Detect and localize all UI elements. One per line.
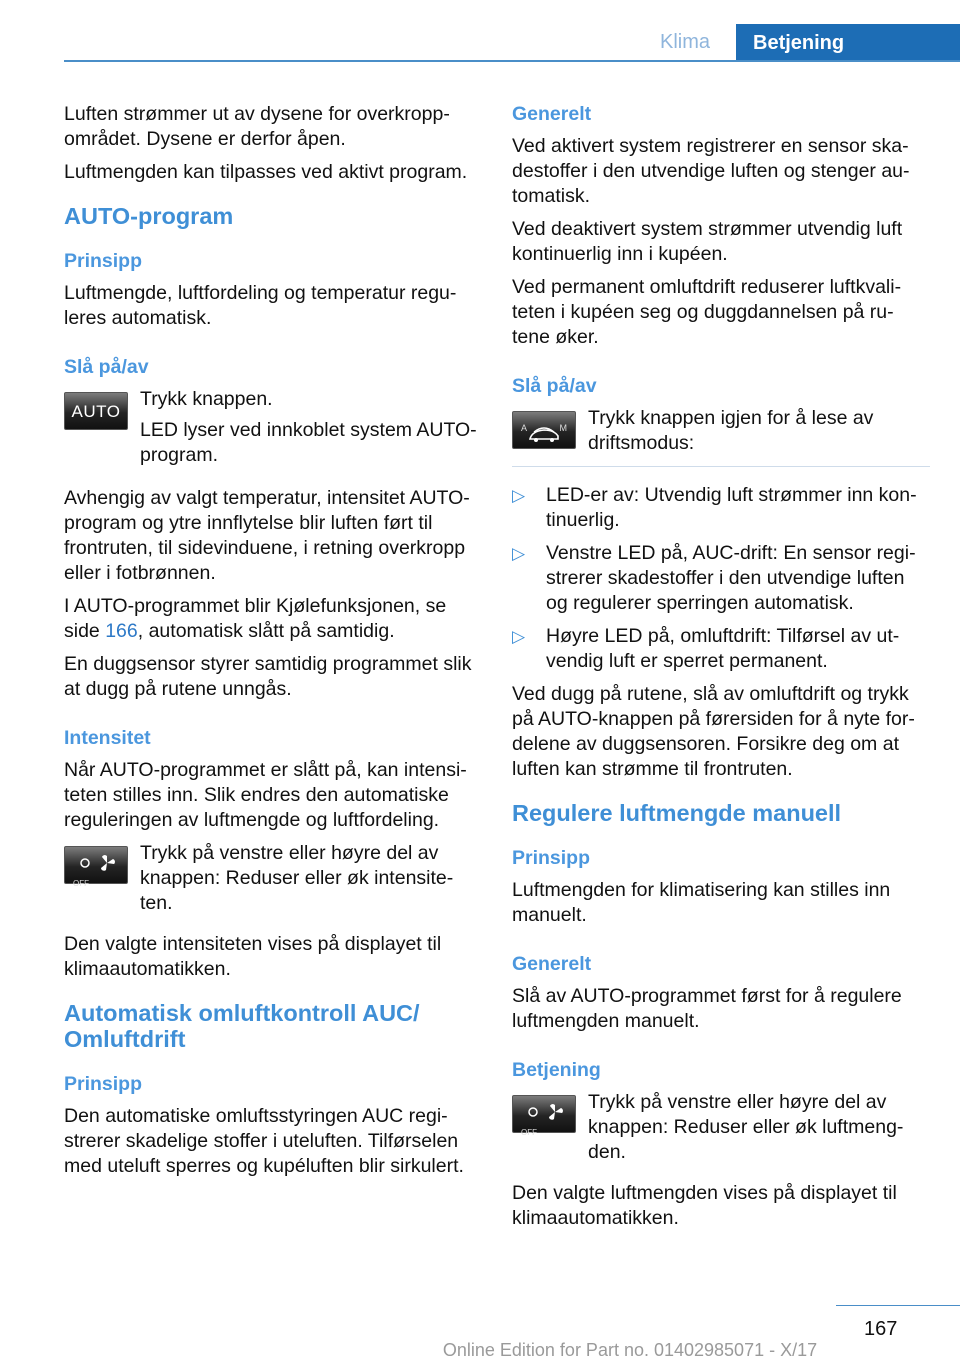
paragraph-cross-reference: I AUTO-programmet blir Kjølefunksjonen, se side 166, automatisk slått på samtidig. xyxy=(64,595,447,642)
header-section-label: Klima xyxy=(660,31,711,53)
paragraph: Luftmengde, luftfordeling og temperatur regu-leres automatisk. xyxy=(64,282,457,329)
subheading-betjening: Betjening xyxy=(512,1059,601,1081)
paragraph: Trykk knappen igjen for å lese av driftsmodus: xyxy=(588,407,874,454)
paragraph: Trykk knappen. xyxy=(140,388,273,410)
paragraph: Trykk på venstre eller høyre del av knappen: Reduser eller øk luftmeng-den. xyxy=(588,1091,904,1163)
paragraph: Den valgte luftmengden vises på displayet til klimaautomatikken. xyxy=(512,1182,897,1229)
list-item: ▷ LED-er av: Utvendig luft strømmer inn kon-tinuerlig. xyxy=(512,484,917,531)
fan-button-icon: OFF xyxy=(512,1095,576,1133)
mode-list xyxy=(512,483,930,674)
auto-button-icon: AUTO xyxy=(64,392,128,430)
paragraph: Luften strømmer ut av dysene for overkropp-området. Dysene er derfor åpen. xyxy=(64,103,450,150)
subheading-intensitet: Intensitet xyxy=(64,727,151,749)
auto-button-instruction xyxy=(64,387,482,468)
triangle-bullet-icon: ▷ xyxy=(512,544,526,563)
paragraph: Den automatiske omluftsstyringen AUC regi-strerer skadelige stoffer i uteluften. Tilførselen med uteluft sperres og kupéluften blir sirkulert. xyxy=(64,1105,464,1177)
subheading-prinsipp: Prinsipp xyxy=(64,1073,143,1095)
header-rule xyxy=(64,60,960,62)
paragraph: Ved permanent omluftdrift reduserer luftkvali-teten i kupéen seg og duggdannelsen på ru-tene øker. xyxy=(512,276,902,348)
triangle-bullet-icon: ▷ xyxy=(512,486,526,505)
section-heading-auc: Automatisk omluftkontroll AUC/ Omluftdrift xyxy=(64,1000,420,1052)
section-heading-regulere: Regulere luftmengde manuell xyxy=(512,800,842,826)
subheading-generelt: Generelt xyxy=(512,953,592,975)
paragraph: Avhengig av valgt temperatur, intensitet AUTO-program og ytre innflytelse blir luften ført til frontruten, til sidevinduene, i retning overkropp eller i fotbrønnen. xyxy=(64,487,470,584)
paragraph: LED lyser ved innkoblet system AUTO-program. xyxy=(140,419,477,466)
paragraph: En duggsensor styrer samtidig programmet slik at dugg på rutene unngås. xyxy=(64,653,472,700)
paragraph: Den valgte intensiteten vises på displayet til klimaautomatikken. xyxy=(64,933,442,980)
paragraph: Ved deaktivert system strømmer utvendig luft kontinuerlig inn i kupéen. xyxy=(512,218,903,265)
paragraph: Ved aktivert system registrerer en sensor ska-destoffer i den utvendige luften og stenger au-tomatisk. xyxy=(512,135,910,207)
subheading-prinsipp: Prinsipp xyxy=(512,847,591,869)
paragraph: Luftmengden kan tilpasses ved aktivt program. xyxy=(64,161,468,183)
header-tab-betjening: Betjening xyxy=(736,24,960,62)
left-column xyxy=(64,102,482,1187)
subheading-generelt: Generelt xyxy=(512,103,592,125)
recirculation-button-icon: A M xyxy=(512,411,576,449)
right-column xyxy=(512,102,930,1239)
recirculation-button-instruction xyxy=(512,406,930,456)
edition-footer: Online Edition for Part no. 01402985071 - X/17 xyxy=(442,1340,818,1360)
subheading-slaa-paa-av: Slå på/av xyxy=(64,356,149,378)
paragraph: Trykk på venstre eller høyre del av knappen: Reduser eller øk intensite-ten. xyxy=(140,842,454,914)
fan-button-instruction xyxy=(64,841,482,916)
list-item: ▷ Høyre LED på, omluftdrift: Tilførsel av ut-vendig luft er sperret permanent. xyxy=(512,625,900,672)
page-reference-link[interactable]: 166 xyxy=(105,620,138,642)
subheading-prinsipp: Prinsipp xyxy=(64,250,143,272)
fan-button-instruction xyxy=(512,1090,930,1165)
paragraph: Når AUTO-programmet er slått på, kan intensi-teten stilles inn. Slik endres den automatiske reguleringen av luftmengde og luftfordeling. xyxy=(64,759,467,831)
paragraph: Ved dugg på rutene, slå av omluftdrift og trykk på AUTO-knappen på førersiden for å nyte for-delene av duggsensoren. Forsikre deg om at luften kan strømme til frontruten. xyxy=(512,683,915,780)
list-item: ▷ Venstre LED på, AUC-drift: En sensor regi-strerer skadestoffer i den utvendige luften og regulerer sperringen automatisk. xyxy=(512,542,916,614)
subheading-slaa-paa-av: Slå på/av xyxy=(512,375,597,397)
section-heading-auto-program: AUTO-program xyxy=(64,203,234,229)
page-number: 167 xyxy=(864,1318,898,1340)
fan-button-icon: OFF xyxy=(64,846,128,884)
paragraph: Slå av AUTO-programmet først for å regulere luftmengden manuelt. xyxy=(512,985,902,1032)
list-separator xyxy=(512,466,930,475)
triangle-bullet-icon: ▷ xyxy=(512,627,526,646)
footer-rule xyxy=(836,1305,960,1306)
paragraph: Luftmengden for klimatisering kan stilles inn manuelt. xyxy=(512,879,891,926)
